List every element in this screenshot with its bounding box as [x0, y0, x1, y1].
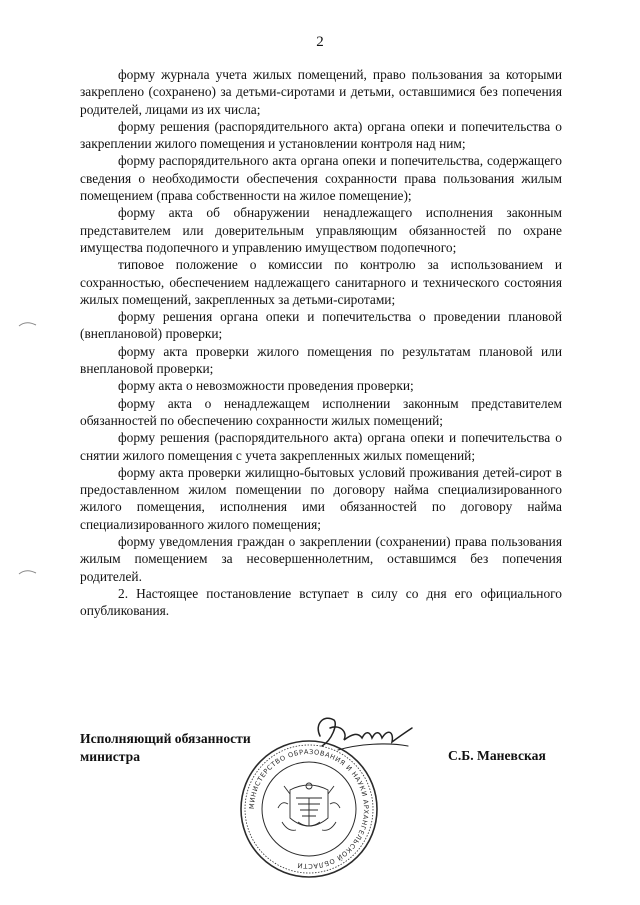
list-item: форму журнала учета жилых помещений, право пользования за которыми закреплено (сохранено) за детьми-сиротами и детьми, оставшимися без попечения родителей, лицами из их числа; — [80, 67, 562, 117]
list-item: форму акта об обнаружении ненадлежащего исполнения законным представителем или доверительным управляющим обязанностей по охране имущества подопечного и управлению имуществом подопечного; — [80, 205, 562, 255]
list-item: форму акта о невозможности проведения проверки; — [118, 378, 414, 394]
signatory-position — [80, 730, 251, 766]
list-item: типовое положение о комиссии по контролю за использованием и сохранностью, обеспечением надлежащего санитарного и технического состояния жилых помещений, закрепленных за детьми-сиротами; — [80, 257, 562, 307]
list-item: форму решения (распорядительного акта) органа опеки и попечительства о снятии жилого помещения с учета закрепленных жилых помещений; — [80, 430, 562, 463]
list-item: форму решения органа опеки и попечительства о проведении плановой (внеплановой) проверки; — [80, 309, 562, 342]
position-line: Исполняющий обязанности — [80, 731, 251, 746]
list-item: форму распорядительного акта органа опеки и попечительства, содержащего сведения о необходимости обеспечения сохранности права пользования жилым помещением (права собственности на жилое помещение); — [80, 153, 562, 204]
document-body — [80, 66, 562, 620]
coat-of-arms-icon — [278, 783, 340, 830]
list-item: форму акта проверки жилого помещения по результатам плановой или внеплановой проверки; — [80, 343, 562, 377]
position-line: министра — [80, 749, 140, 764]
list-item: форму акта проверки жилищно-бытовых условий проживания детей-сирот в предоставленном жилом помещении по договору найма специализированного жилого помещения, исполнения ими обязанностей по договору найма специализированного жилого помещения; — [80, 464, 562, 532]
signatory-name: С.Б. Маневская — [448, 748, 546, 763]
scan-mark-icon — [18, 566, 38, 576]
official-seal — [238, 738, 380, 880]
svg-text:МИНИСТЕРСТВО ОБРАЗОВАНИЯ И НАУ: МИНИСТЕРСТВО ОБРАЗОВАНИЯ И НАУКИ АРХАНГЕЛЬСКОЙ ОБЛАСТИ — [247, 747, 371, 871]
list-item: форму акта о ненадлежащем исполнении законным представителем обязанностей по обеспечению сохранности жилых помещений; — [80, 395, 562, 428]
list-item: форму уведомления граждан о закреплении (сохранении) права пользования жилым помещением за несовершеннолетним, оставшимся без попечения родителей. — [80, 534, 562, 584]
list-item: форму решения (распорядительного акта) органа опеки и попечительства о закреплении жилого помещения и установлении контроля над ним; — [80, 118, 562, 152]
scan-mark-icon — [18, 318, 38, 328]
page-number: 2 — [316, 34, 324, 50]
effective-date-paragraph: 2. Настоящее постановление вступает в силу со дня его официального опубликования. — [80, 585, 562, 619]
